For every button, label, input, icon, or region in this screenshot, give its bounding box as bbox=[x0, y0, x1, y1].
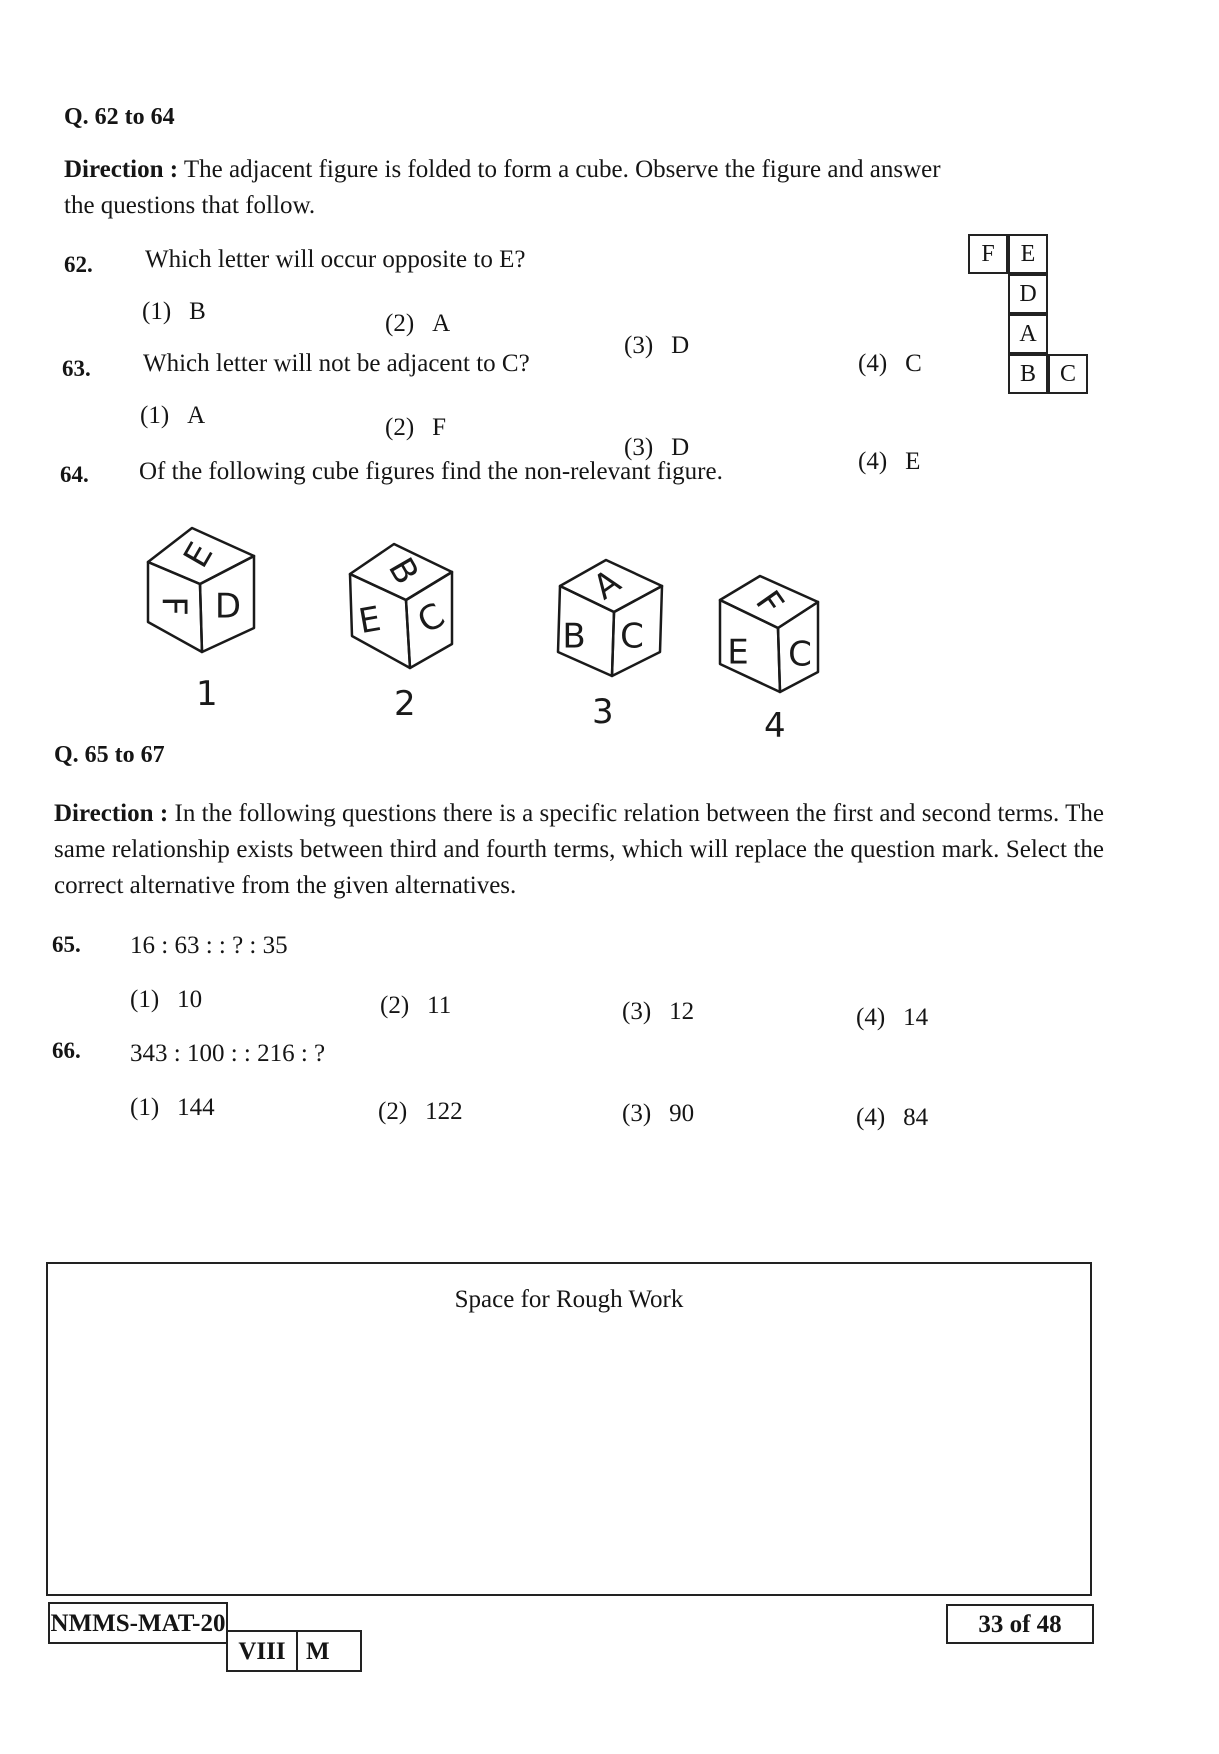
option-value: 14 bbox=[903, 1004, 929, 1031]
cube-net bbox=[968, 234, 1088, 404]
option-63-2 bbox=[385, 414, 446, 442]
option-number: (3) bbox=[622, 1100, 652, 1127]
option-number: (2) bbox=[385, 310, 415, 337]
option-number: (2) bbox=[385, 414, 415, 441]
cube-3-left-letter: B bbox=[562, 616, 586, 657]
question-text-63: Which letter will not be adjacent to C? bbox=[143, 350, 530, 377]
question-number-63: 63. bbox=[62, 356, 91, 381]
option-value: 12 bbox=[669, 998, 695, 1025]
question-number-66: 66. bbox=[52, 1038, 81, 1063]
cube-1-right-letter: D bbox=[214, 586, 242, 627]
footer-code-box bbox=[48, 1602, 228, 1644]
net-cell-b: B bbox=[1008, 354, 1048, 394]
option-65-2 bbox=[380, 992, 451, 1020]
option-value: D bbox=[671, 434, 690, 461]
option-62-3 bbox=[624, 332, 689, 360]
option-number: (4) bbox=[856, 1004, 886, 1031]
option-62-2 bbox=[385, 310, 450, 338]
direction-paragraph-1 bbox=[64, 152, 944, 224]
cube-figures bbox=[130, 522, 890, 732]
cube-2-left-letter: E bbox=[355, 598, 384, 643]
option-number: (4) bbox=[858, 350, 888, 377]
option-number: (1) bbox=[130, 1094, 160, 1121]
option-value: C bbox=[905, 350, 922, 377]
option-number: (4) bbox=[856, 1104, 886, 1131]
option-63-4 bbox=[858, 448, 920, 476]
question-number-65: 65. bbox=[52, 932, 81, 957]
direction-label: Direction : bbox=[54, 800, 169, 827]
footer-code: NMMS-MAT-20 bbox=[50, 1610, 226, 1637]
footer-medium-box bbox=[296, 1630, 362, 1672]
option-number: (1) bbox=[130, 986, 160, 1013]
option-66-3 bbox=[622, 1100, 694, 1128]
option-value: 144 bbox=[177, 1094, 215, 1121]
cube-4-left-letter: E bbox=[727, 632, 749, 673]
option-number: (3) bbox=[622, 998, 652, 1025]
question-text-62: Which letter will occur opposite to E? bbox=[145, 246, 526, 273]
option-value: A bbox=[187, 402, 206, 429]
option-value: 10 bbox=[177, 986, 203, 1013]
option-value: D bbox=[671, 332, 690, 359]
net-cell-f: F bbox=[968, 234, 1008, 274]
cube-3-right-letter: C bbox=[620, 616, 644, 657]
question-text-64: Of the following cube figures find the non-relevant figure. bbox=[139, 458, 723, 485]
cube-2-top-letter: B bbox=[380, 551, 427, 592]
footer-page-box bbox=[946, 1604, 1094, 1644]
option-number: (1) bbox=[140, 402, 170, 429]
question-number-62: 62. bbox=[64, 252, 93, 277]
option-65-1 bbox=[130, 986, 202, 1014]
cube-label-3: 3 bbox=[592, 692, 614, 732]
option-62-1 bbox=[142, 298, 206, 326]
option-63-1 bbox=[140, 402, 205, 430]
footer-page-number: 33 of 48 bbox=[978, 1611, 1062, 1638]
option-value: 90 bbox=[669, 1100, 695, 1127]
cube-4-right-letter: C bbox=[788, 634, 812, 675]
section-heading-62-64: Q. 62 to 64 bbox=[64, 104, 175, 130]
net-cell-c: C bbox=[1048, 354, 1088, 394]
option-number: (1) bbox=[142, 298, 172, 325]
option-66-1 bbox=[130, 1094, 215, 1122]
cube-3-top-letter: A bbox=[586, 561, 629, 608]
question-number-64: 64. bbox=[60, 462, 89, 487]
direction-text: The adjacent figure is folded to form a cube. Observe the figure and answer the questions that follow. bbox=[64, 156, 941, 219]
option-65-4 bbox=[856, 1004, 928, 1032]
option-65-3 bbox=[622, 998, 694, 1026]
direction-paragraph-2 bbox=[54, 796, 1104, 904]
direction-text: In the following questions there is a specific relation between the first and second terms. The same relationship exists between third and fourth terms, which will replace the question mark. Select the correct alternative from the given alternatives. bbox=[54, 800, 1105, 899]
option-value: 11 bbox=[427, 992, 452, 1019]
cube-4-top-letter: F bbox=[747, 583, 792, 623]
net-cell-e: E bbox=[1008, 234, 1048, 274]
cube-1-left-letter: F bbox=[153, 596, 194, 616]
option-value: 122 bbox=[425, 1098, 463, 1125]
cube-1-top-letter: E bbox=[176, 535, 222, 575]
footer-class-box bbox=[226, 1630, 298, 1672]
net-cell-a: A bbox=[1008, 314, 1048, 354]
option-value: E bbox=[905, 448, 921, 475]
rough-work-label: Space for Rough Work bbox=[454, 1286, 684, 1313]
section-heading-65-67: Q. 65 to 67 bbox=[54, 742, 165, 768]
option-number: (3) bbox=[624, 332, 654, 359]
option-66-4 bbox=[856, 1104, 928, 1132]
option-value: A bbox=[432, 310, 451, 337]
cube-label-1: 1 bbox=[196, 674, 218, 714]
option-number: (2) bbox=[380, 992, 410, 1019]
question-text-65: 16 : 63 : : ? : 35 bbox=[130, 932, 288, 959]
option-value: B bbox=[189, 298, 206, 325]
direction-label: Direction : bbox=[64, 156, 179, 183]
option-66-2 bbox=[378, 1098, 463, 1126]
option-value: F bbox=[432, 414, 447, 441]
net-cell-d: D bbox=[1008, 274, 1048, 314]
option-62-4 bbox=[858, 350, 922, 378]
option-number: (4) bbox=[858, 448, 888, 475]
footer-class: VIII bbox=[238, 1638, 286, 1665]
cube-label-2: 2 bbox=[394, 684, 416, 724]
cube-label-4: 4 bbox=[764, 706, 786, 746]
question-text-66: 343 : 100 : : 216 : ? bbox=[130, 1040, 326, 1067]
option-number: (3) bbox=[624, 434, 654, 461]
option-value: 84 bbox=[903, 1104, 929, 1131]
option-number: (2) bbox=[378, 1098, 408, 1125]
rough-work-box bbox=[46, 1262, 1092, 1596]
cube-2-right-letter: C bbox=[410, 595, 452, 642]
footer-medium: M bbox=[306, 1638, 330, 1665]
